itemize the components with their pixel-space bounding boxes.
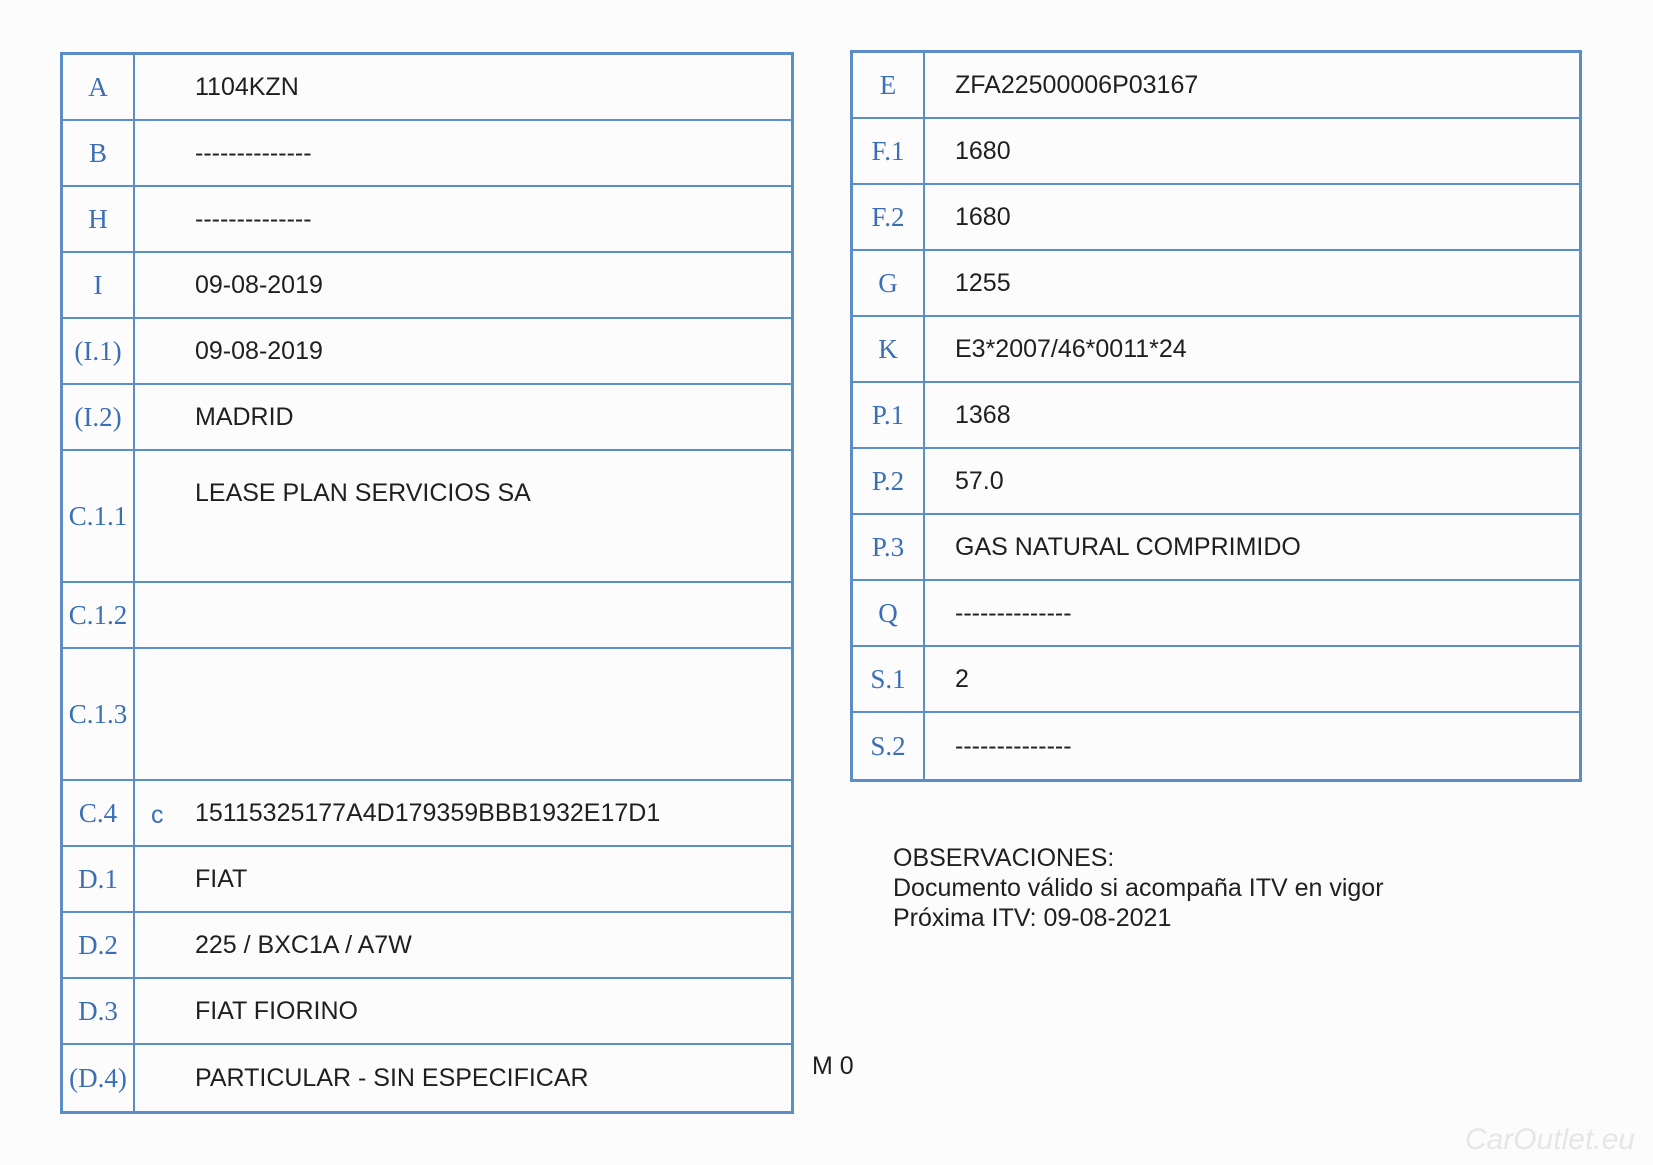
observations-title: OBSERVACIONES: <box>893 844 1115 872</box>
field-value: GAS NATURAL COMPRIMIDO <box>955 532 1301 561</box>
field-value <box>135 583 791 647</box>
watermark: CarOutlet.eu <box>1464 1123 1635 1156</box>
row-q <box>853 581 1579 647</box>
row-d2 <box>63 913 791 979</box>
field-key: D.1 <box>63 847 135 911</box>
row-i1 <box>63 319 791 385</box>
field-key: P.3 <box>853 515 925 579</box>
field-value: 15115325177A4D179359BBB1932E17D1 <box>195 798 661 827</box>
row-i2 <box>63 385 791 451</box>
row-f1 <box>853 119 1579 185</box>
field-key: Q <box>853 581 925 645</box>
row-p2 <box>853 449 1579 515</box>
field-value: MADRID <box>195 402 294 431</box>
field-value: 1255 <box>955 268 1011 297</box>
field-key: C.4 <box>63 781 135 845</box>
row-d3 <box>63 979 791 1045</box>
field-key: (I.1) <box>63 319 135 383</box>
row-c4 <box>63 781 791 847</box>
c-mark: c <box>151 801 164 829</box>
field-value: E3*2007/46*0011*24 <box>955 334 1187 363</box>
field-value: 57.0 <box>955 466 1004 495</box>
field-value: -------------- <box>195 138 312 167</box>
field-value: PARTICULAR - SIN ESPECIFICAR <box>195 1063 589 1092</box>
observations-block <box>893 843 1384 933</box>
left-data-table <box>60 52 794 1114</box>
field-value: 09-08-2019 <box>195 336 323 365</box>
row-d1 <box>63 847 791 913</box>
row-e <box>853 53 1579 119</box>
field-key: D.2 <box>63 913 135 977</box>
row-c11 <box>63 451 791 583</box>
row-g <box>853 251 1579 317</box>
field-value: 1368 <box>955 400 1011 429</box>
field-key: F.2 <box>853 185 925 249</box>
code-label: M 0 <box>812 1052 854 1080</box>
field-value: 1680 <box>955 136 1011 165</box>
row-k <box>853 317 1579 383</box>
observations-line-2: Próxima ITV: 09-08-2021 <box>893 904 1172 932</box>
field-key: P.2 <box>853 449 925 513</box>
field-key: K <box>853 317 925 381</box>
field-value: ZFA22500006P03167 <box>955 70 1199 99</box>
field-value: 2 <box>955 664 969 693</box>
row-s2 <box>853 713 1579 779</box>
field-key: I <box>63 253 135 317</box>
field-key: G <box>853 251 925 315</box>
field-value: LEASE PLAN SERVICIOS SA <box>195 479 531 507</box>
field-value: 1104KZN <box>195 72 299 101</box>
field-key: (D.4) <box>63 1045 135 1111</box>
field-key: C.1.2 <box>63 583 135 647</box>
field-key: S.1 <box>853 647 925 711</box>
field-key: E <box>853 53 925 117</box>
field-key: F.1 <box>853 119 925 183</box>
row-h <box>63 187 791 253</box>
observations-line-1: Documento válido si acompaña ITV en vigor <box>893 874 1384 902</box>
row-i <box>63 253 791 319</box>
field-value: FIAT <box>195 864 248 893</box>
field-value <box>135 649 791 779</box>
row-b <box>63 121 791 187</box>
field-value: 1680 <box>955 202 1011 231</box>
row-s1 <box>853 647 1579 713</box>
field-value: -------------- <box>195 204 312 233</box>
field-value: -------------- <box>955 731 1072 760</box>
row-p3 <box>853 515 1579 581</box>
field-key: C.1.3 <box>63 649 135 779</box>
field-value: 225 / BXC1A / A7W <box>195 930 412 959</box>
field-key: A <box>63 55 135 119</box>
row-c12 <box>63 583 791 649</box>
field-key: P.1 <box>853 383 925 447</box>
field-key: S.2 <box>853 713 925 779</box>
field-value: FIAT FIORINO <box>195 996 358 1025</box>
row-f2 <box>853 185 1579 251</box>
row-p1 <box>853 383 1579 449</box>
field-key: B <box>63 121 135 185</box>
field-key: (I.2) <box>63 385 135 449</box>
right-data-table <box>850 50 1582 782</box>
field-value: 09-08-2019 <box>195 270 323 299</box>
row-c13 <box>63 649 791 781</box>
field-key: H <box>63 187 135 251</box>
field-key: D.3 <box>63 979 135 1043</box>
field-key: C.1.1 <box>63 451 135 581</box>
field-value: -------------- <box>955 598 1072 627</box>
row-d4 <box>63 1045 791 1111</box>
row-a <box>63 55 791 121</box>
